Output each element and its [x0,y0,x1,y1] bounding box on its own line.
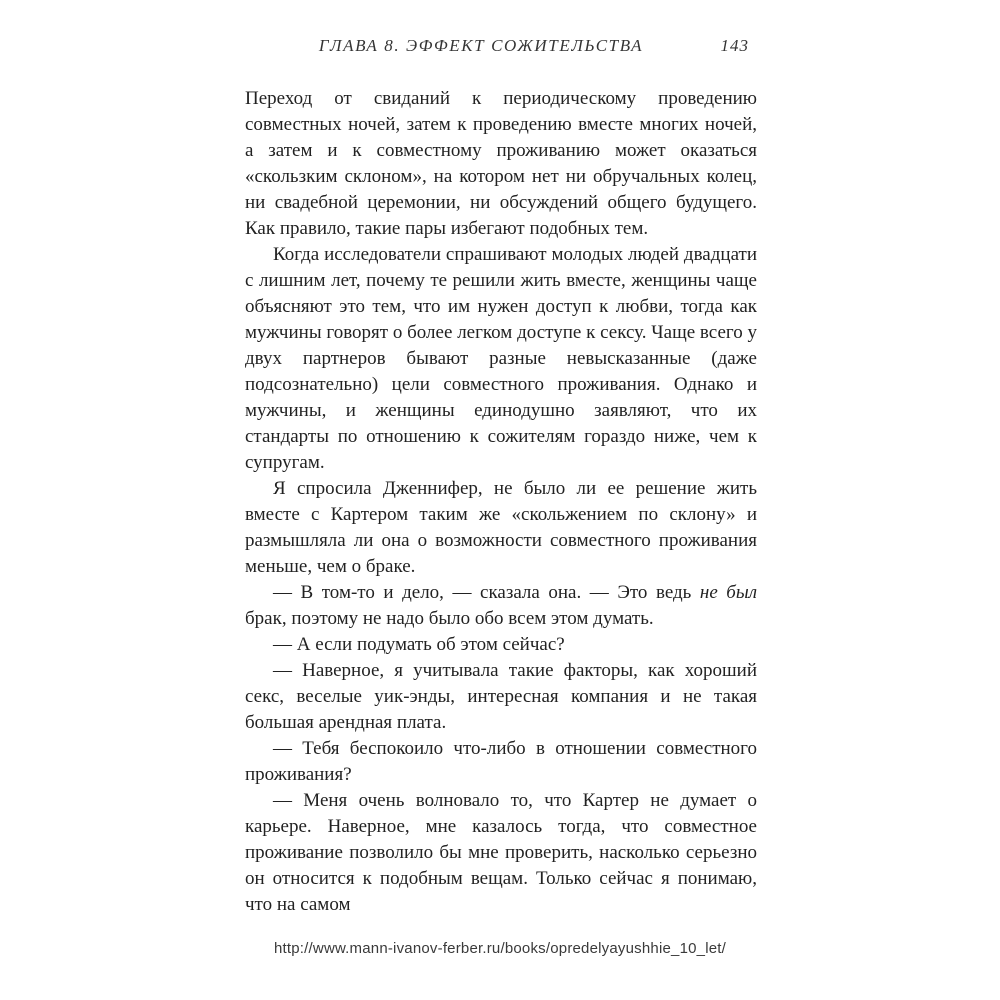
paragraph-text: брак, поэтому не надо было обо всем этом думать. [245,608,654,629]
paragraph-text-italic: не был [699,582,757,603]
running-head [245,36,757,56]
body-text [245,86,757,918]
paragraph [245,658,757,736]
paragraph-text: — Наверное, я учитывала такие факторы, как хороший секс, веселые уик-энды, интересная компания и не такая большая арендная плата. [245,660,757,733]
paragraph-text: Я спросила Дженнифер, не было ли ее решение жить вместе с Картером таким же «скольжением по склону» и размышляла ли она о возможности совместного проживания меньше, чем о браке. [245,478,757,577]
source-url: http://www.mann-ivanov-ferber.ru/books/opredelyayushhie_10_let/ [273,940,727,957]
paragraph [245,736,757,788]
paragraph [245,476,757,580]
paragraph-text: — Меня очень волновало то, что Картер не думает о карьере. Наверное, мне казалось тогда, что совместное проживание позволило бы мне проверить, насколько серьезно он относится к подобным вещам. Только сейчас я понимаю, что на самом [245,790,757,915]
page-number: 143 [720,36,749,55]
paragraph [245,632,757,658]
paragraph-text: — А если подумать об этом сейчас? [273,634,565,655]
paragraph [245,86,757,242]
paragraph [245,580,757,632]
paragraph-text: Переход от свиданий к периодическому проведению совместных ночей, затем к проведению вместе многих ночей, а затем и к совместному проживанию может оказаться «скользким склоном», на котором нет ни обручальных колец, ни свадебной церемонии, ни обсуждений общего будущего. Как правило, такие пары избегают подобных тем. [245,88,757,239]
paragraph [245,788,757,918]
paragraph [245,242,757,476]
paragraph-text: — В том-то и дело, — сказала она. — Это ведь [273,582,700,603]
paragraph-text: — Тебя беспокоило что-либо в отношении совместного проживания? [245,738,757,785]
chapter-title: ГЛАВА 8. ЭФФЕКТ СОЖИТЕЛЬСТВА [318,36,644,55]
footer [0,940,1000,957]
paragraph-text: Когда исследователи спрашивают молодых людей двадцати с лишним лет, почему те решили жить вместе, женщины чаще объясняют это тем, что им нужен доступ к любви, тогда как мужчины говорят о более легком доступе к сексу. Чаще всего у двух партнеров бывают разные невысказанные (даже подсознательно) цели совместного проживания. Однако и мужчины, и женщины единодушно заявляют, что их стандарты по отношению к сожителям гораздо ниже, чем к супругам. [245,244,757,473]
